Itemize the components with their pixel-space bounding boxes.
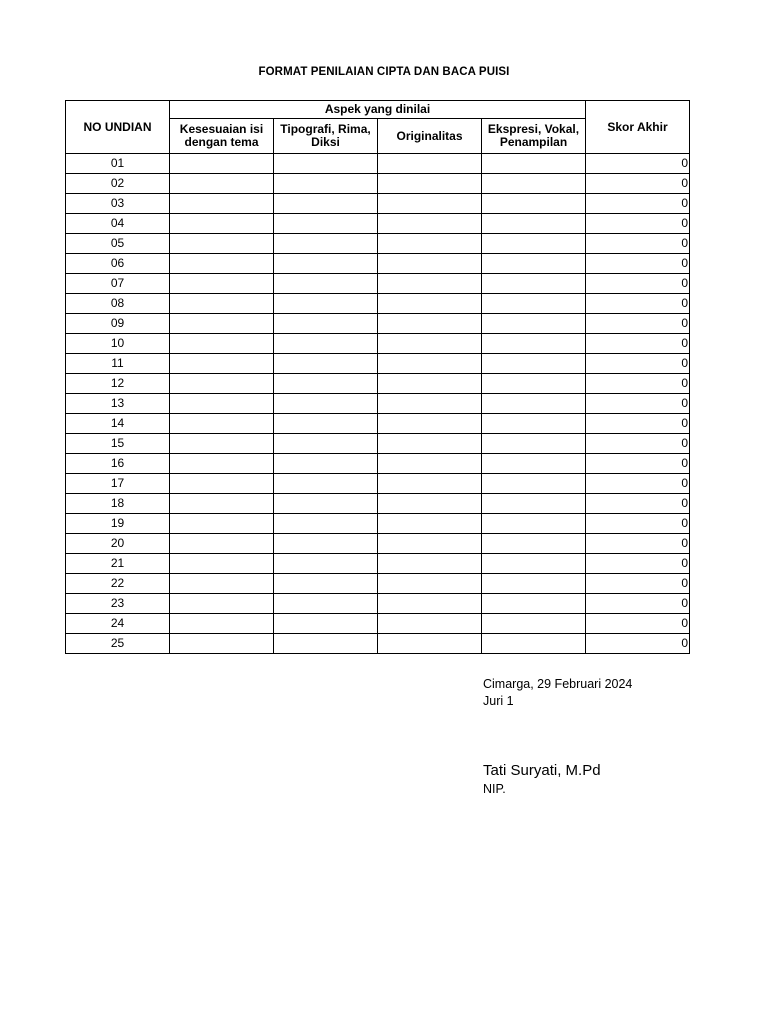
cell-ekspresi[interactable] — [482, 574, 586, 594]
table-row — [66, 234, 690, 254]
cell-kesesuaian[interactable] — [170, 494, 274, 514]
cell-kesesuaian[interactable] — [170, 194, 274, 214]
cell-tipografi[interactable] — [274, 614, 378, 634]
cell-kesesuaian[interactable] — [170, 294, 274, 314]
cell-originalitas[interactable] — [378, 254, 482, 274]
table-row — [66, 474, 690, 494]
cell-ekspresi[interactable] — [482, 314, 586, 334]
cell-ekspresi[interactable] — [482, 234, 586, 254]
cell-no-undian: 24 — [66, 614, 170, 634]
table-row — [66, 454, 690, 474]
header-skor-akhir: Skor Akhir — [586, 101, 690, 154]
cell-ekspresi[interactable] — [482, 334, 586, 354]
cell-tipografi[interactable] — [274, 194, 378, 214]
cell-originalitas[interactable] — [378, 554, 482, 574]
cell-kesesuaian[interactable] — [170, 234, 274, 254]
cell-skor-akhir: 0 — [586, 434, 690, 454]
cell-kesesuaian[interactable] — [170, 174, 274, 194]
cell-tipografi[interactable] — [274, 374, 378, 394]
cell-originalitas[interactable] — [378, 414, 482, 434]
cell-skor-akhir: 0 — [586, 194, 690, 214]
cell-kesesuaian[interactable] — [170, 334, 274, 354]
cell-kesesuaian[interactable] — [170, 474, 274, 494]
cell-ekspresi[interactable] — [482, 374, 586, 394]
cell-tipografi[interactable] — [274, 454, 378, 474]
cell-skor-akhir: 0 — [586, 494, 690, 514]
cell-no-undian: 03 — [66, 194, 170, 214]
cell-skor-akhir: 0 — [586, 174, 690, 194]
cell-kesesuaian[interactable] — [170, 574, 274, 594]
cell-no-undian: 06 — [66, 254, 170, 274]
cell-originalitas[interactable] — [378, 494, 482, 514]
table-row — [66, 214, 690, 234]
table-row — [66, 434, 690, 454]
table-row — [66, 594, 690, 614]
cell-no-undian: 25 — [66, 634, 170, 654]
cell-no-undian: 18 — [66, 494, 170, 514]
cell-tipografi[interactable] — [274, 514, 378, 534]
cell-originalitas[interactable] — [378, 194, 482, 214]
cell-tipografi[interactable] — [274, 574, 378, 594]
table-row — [66, 354, 690, 374]
page-title: FORMAT PENILAIAN CIPTA DAN BACA PUISI — [258, 66, 510, 78]
cell-no-undian: 04 — [66, 214, 170, 234]
cell-kesesuaian[interactable] — [170, 634, 274, 654]
cell-no-undian: 02 — [66, 174, 170, 194]
score-table-body — [66, 154, 690, 654]
cell-no-undian: 08 — [66, 294, 170, 314]
cell-kesesuaian[interactable] — [170, 274, 274, 294]
table-row — [66, 394, 690, 414]
cell-skor-akhir: 0 — [586, 294, 690, 314]
signer-name: Tati Suryati, M.Pd — [483, 762, 601, 779]
cell-kesesuaian[interactable] — [170, 434, 274, 454]
cell-kesesuaian[interactable] — [170, 454, 274, 474]
table-row — [66, 294, 690, 314]
cell-tipografi[interactable] — [274, 334, 378, 354]
cell-originalitas[interactable] — [378, 374, 482, 394]
cell-ekspresi[interactable] — [482, 354, 586, 374]
cell-tipografi[interactable] — [274, 274, 378, 294]
cell-ekspresi[interactable] — [482, 154, 586, 174]
nip-label: NIP. — [483, 782, 506, 796]
cell-no-undian: 15 — [66, 434, 170, 454]
cell-originalitas[interactable] — [378, 214, 482, 234]
cell-originalitas[interactable] — [378, 434, 482, 454]
cell-skor-akhir: 0 — [586, 514, 690, 534]
cell-no-undian: 07 — [66, 274, 170, 294]
cell-originalitas[interactable] — [378, 294, 482, 314]
cell-skor-akhir: 0 — [586, 574, 690, 594]
cell-originalitas[interactable] — [378, 394, 482, 414]
cell-skor-akhir: 0 — [586, 594, 690, 614]
cell-ekspresi[interactable] — [482, 494, 586, 514]
cell-kesesuaian[interactable] — [170, 314, 274, 334]
cell-tipografi[interactable] — [274, 554, 378, 574]
table-row — [66, 174, 690, 194]
cell-no-undian: 22 — [66, 574, 170, 594]
cell-skor-akhir: 0 — [586, 274, 690, 294]
table-row — [66, 514, 690, 534]
cell-originalitas[interactable] — [378, 154, 482, 174]
cell-kesesuaian[interactable] — [170, 374, 274, 394]
cell-kesesuaian[interactable] — [170, 554, 274, 574]
cell-ekspresi[interactable] — [482, 274, 586, 294]
cell-no-undian: 01 — [66, 154, 170, 174]
score-table — [65, 100, 690, 654]
cell-originalitas[interactable] — [378, 274, 482, 294]
cell-skor-akhir: 0 — [586, 254, 690, 274]
header-no-undian: NO UNDIAN — [66, 101, 170, 154]
cell-skor-akhir: 0 — [586, 334, 690, 354]
cell-tipografi[interactable] — [274, 214, 378, 234]
table-row — [66, 254, 690, 274]
cell-ekspresi[interactable] — [482, 214, 586, 234]
cell-no-undian: 14 — [66, 414, 170, 434]
cell-no-undian: 05 — [66, 234, 170, 254]
cell-skor-akhir: 0 — [586, 454, 690, 474]
cell-tipografi[interactable] — [274, 434, 378, 454]
cell-ekspresi[interactable] — [482, 394, 586, 414]
cell-tipografi[interactable] — [274, 474, 378, 494]
cell-tipografi[interactable] — [274, 594, 378, 614]
cell-ekspresi[interactable] — [482, 194, 586, 214]
cell-no-undian: 09 — [66, 314, 170, 334]
cell-ekspresi[interactable] — [482, 614, 586, 634]
cell-no-undian: 17 — [66, 474, 170, 494]
cell-no-undian: 13 — [66, 394, 170, 414]
cell-ekspresi[interactable] — [482, 174, 586, 194]
cell-originalitas[interactable] — [378, 474, 482, 494]
cell-tipografi[interactable] — [274, 234, 378, 254]
cell-originalitas[interactable] — [378, 354, 482, 374]
cell-kesesuaian[interactable] — [170, 614, 274, 634]
header-aspect-group: Aspek yang dinilai — [170, 101, 586, 119]
cell-tipografi[interactable] — [274, 154, 378, 174]
cell-originalitas[interactable] — [378, 614, 482, 634]
table-row — [66, 314, 690, 334]
table-row — [66, 334, 690, 354]
cell-skor-akhir: 0 — [586, 554, 690, 574]
table-row — [66, 534, 690, 554]
cell-skor-akhir: 0 — [586, 534, 690, 554]
cell-tipografi[interactable] — [274, 494, 378, 514]
cell-ekspresi[interactable] — [482, 514, 586, 534]
table-row — [66, 574, 690, 594]
table-row — [66, 274, 690, 294]
cell-tipografi[interactable] — [274, 174, 378, 194]
cell-no-undian: 12 — [66, 374, 170, 394]
cell-kesesuaian[interactable] — [170, 534, 274, 554]
cell-skor-akhir: 0 — [586, 214, 690, 234]
cell-skor-akhir: 0 — [586, 354, 690, 374]
cell-ekspresi[interactable] — [482, 434, 586, 454]
cell-ekspresi[interactable] — [482, 594, 586, 614]
cell-originalitas[interactable] — [378, 314, 482, 334]
cell-tipografi[interactable] — [274, 354, 378, 374]
cell-originalitas[interactable] — [378, 574, 482, 594]
cell-no-undian: 19 — [66, 514, 170, 534]
header-aspect-originalitas: Originalitas — [378, 119, 482, 154]
cell-tipografi[interactable] — [274, 394, 378, 414]
cell-originalitas[interactable] — [378, 334, 482, 354]
cell-originalitas[interactable] — [378, 174, 482, 194]
cell-kesesuaian[interactable] — [170, 514, 274, 534]
cell-tipografi[interactable] — [274, 634, 378, 654]
table-row — [66, 614, 690, 634]
cell-tipografi[interactable] — [274, 314, 378, 334]
cell-skor-akhir: 0 — [586, 634, 690, 654]
table-row — [66, 374, 690, 394]
header-aspect-ekspresi: Ekspresi, Vokal, Penampilan — [482, 119, 586, 154]
cell-skor-akhir: 0 — [586, 614, 690, 634]
cell-ekspresi[interactable] — [482, 634, 586, 654]
header-aspect-kesesuaian: Kesesuaian isi dengan tema — [170, 119, 274, 154]
cell-kesesuaian[interactable] — [170, 594, 274, 614]
cell-kesesuaian[interactable] — [170, 354, 274, 374]
cell-kesesuaian[interactable] — [170, 154, 274, 174]
cell-kesesuaian[interactable] — [170, 254, 274, 274]
cell-kesesuaian[interactable] — [170, 214, 274, 234]
cell-skor-akhir: 0 — [586, 154, 690, 174]
cell-no-undian: 11 — [66, 354, 170, 374]
cell-skor-akhir: 0 — [586, 314, 690, 334]
table-row — [66, 494, 690, 514]
table-row — [66, 154, 690, 174]
cell-tipografi[interactable] — [274, 294, 378, 314]
cell-no-undian: 20 — [66, 534, 170, 554]
cell-ekspresi[interactable] — [482, 534, 586, 554]
cell-tipografi[interactable] — [274, 254, 378, 274]
cell-originalitas[interactable] — [378, 594, 482, 614]
table-row — [66, 414, 690, 434]
cell-originalitas[interactable] — [378, 534, 482, 554]
cell-originalitas[interactable] — [378, 454, 482, 474]
cell-tipografi[interactable] — [274, 534, 378, 554]
cell-skor-akhir: 0 — [586, 414, 690, 434]
cell-originalitas[interactable] — [378, 634, 482, 654]
cell-no-undian: 21 — [66, 554, 170, 574]
table-row — [66, 554, 690, 574]
cell-no-undian: 10 — [66, 334, 170, 354]
cell-skor-akhir: 0 — [586, 374, 690, 394]
table-row — [66, 634, 690, 654]
cell-tipografi[interactable] — [274, 414, 378, 434]
table-row — [66, 194, 690, 214]
cell-no-undian: 23 — [66, 594, 170, 614]
header-aspect-tipografi: Tipografi, Rima, Diksi — [274, 119, 378, 154]
judge-label: Juri 1 — [483, 694, 514, 708]
cell-ekspresi[interactable] — [482, 474, 586, 494]
cell-originalitas[interactable] — [378, 234, 482, 254]
cell-skor-akhir: 0 — [586, 474, 690, 494]
cell-skor-akhir: 0 — [586, 394, 690, 414]
cell-kesesuaian[interactable] — [170, 414, 274, 434]
cell-ekspresi[interactable] — [482, 414, 586, 434]
cell-kesesuaian[interactable] — [170, 394, 274, 414]
cell-ekspresi[interactable] — [482, 294, 586, 314]
cell-originalitas[interactable] — [378, 514, 482, 534]
cell-ekspresi[interactable] — [482, 254, 586, 274]
cell-skor-akhir: 0 — [586, 234, 690, 254]
cell-no-undian: 16 — [66, 454, 170, 474]
cell-ekspresi[interactable] — [482, 554, 586, 574]
place-date: Cimarga, 29 Februari 2024 — [483, 677, 633, 691]
cell-ekspresi[interactable] — [482, 454, 586, 474]
